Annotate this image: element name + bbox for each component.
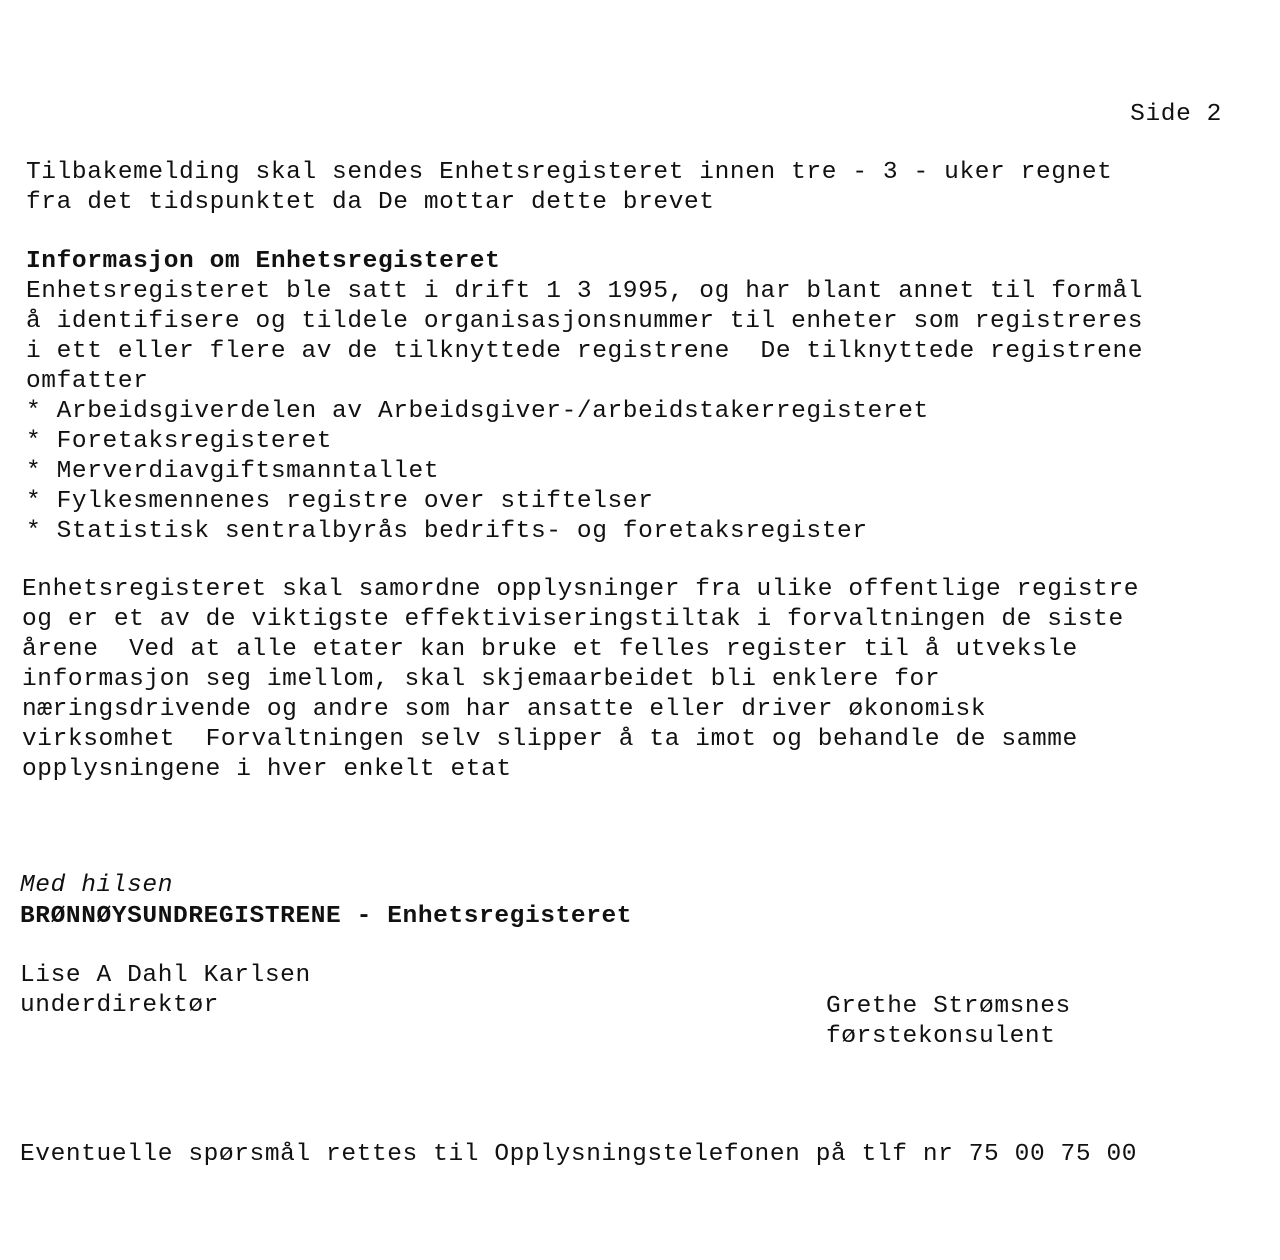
purpose-line: informasjon seg imellom, skal skjemaarbeidet bli enklere for — [22, 666, 941, 693]
intro-line: fra det tidspunktet da De mottar dette brevet — [26, 189, 715, 216]
organization-name: BRØNNØYSUNDREGISTRENE - Enhetsregisteret — [20, 903, 633, 930]
closing-salutation: Med hilsen — [20, 872, 174, 899]
list-item: * Merverdiavgiftsmanntallet — [26, 458, 440, 485]
info-line: Enhetsregisteret ble satt i drift 1 3 1995, og har blant annet til formål — [26, 278, 1144, 305]
info-line: omfatter — [26, 368, 149, 395]
info-heading: Informasjon om Enhetsregisteret — [26, 248, 501, 275]
purpose-paragraph — [22, 575, 1139, 785]
purpose-line: årene Ved at alle etater kan bruke et felles register til å utveksle — [22, 636, 1078, 663]
registers-list — [26, 397, 929, 547]
purpose-line: og er et av de viktigste effektiviseringstiltak i forvaltningen de siste — [22, 606, 1124, 633]
info-line: i ett eller flere av de tilknyttede registrene De tilknyttede registrene — [26, 338, 1144, 365]
footer-contact-line: Eventuelle spørsmål rettes til Opplysningstelefonen på tlf nr 75 00 75 00 — [20, 1141, 1138, 1168]
signer-name: Grethe Strømsnes — [826, 993, 1071, 1020]
intro-line: Tilbakemelding skal sendes Enhetsregisteret innen tre - 3 - uker regnet — [26, 159, 1113, 186]
info-line: å identifisere og tildele organisasjonsnummer til enheter som registreres — [26, 308, 1144, 335]
signer-block-1 — [20, 961, 311, 1021]
list-item: * Foretaksregisteret — [26, 428, 333, 455]
purpose-line: opplysningene i hver enkelt etat — [22, 756, 512, 783]
info-paragraph — [26, 277, 1143, 397]
signer-title: underdirektør — [20, 992, 219, 1019]
purpose-line: Enhetsregisteret skal samordne opplysninger fra ulike offentlige registre — [22, 576, 1140, 603]
signer-name: Lise A Dahl Karlsen — [20, 962, 311, 989]
purpose-line: næringsdrivende og andre som har ansatte eller driver økonomisk — [22, 696, 987, 723]
signer-block-2 — [826, 992, 1071, 1052]
page-number: Side 2 — [1130, 101, 1222, 128]
list-item: * Statistisk sentralbyrås bedrifts- og foretaksregister — [26, 518, 868, 545]
list-item: * Fylkesmennenes registre over stiftelser — [26, 488, 654, 515]
list-item: * Arbeidsgiverdelen av Arbeidsgiver-/arbeidstakerregisteret — [26, 398, 929, 425]
intro-paragraph — [26, 158, 1112, 218]
signer-title: førstekonsulent — [826, 1023, 1056, 1050]
purpose-line: virksomhet Forvaltningen selv slipper å ta imot og behandle de samme — [22, 726, 1078, 753]
